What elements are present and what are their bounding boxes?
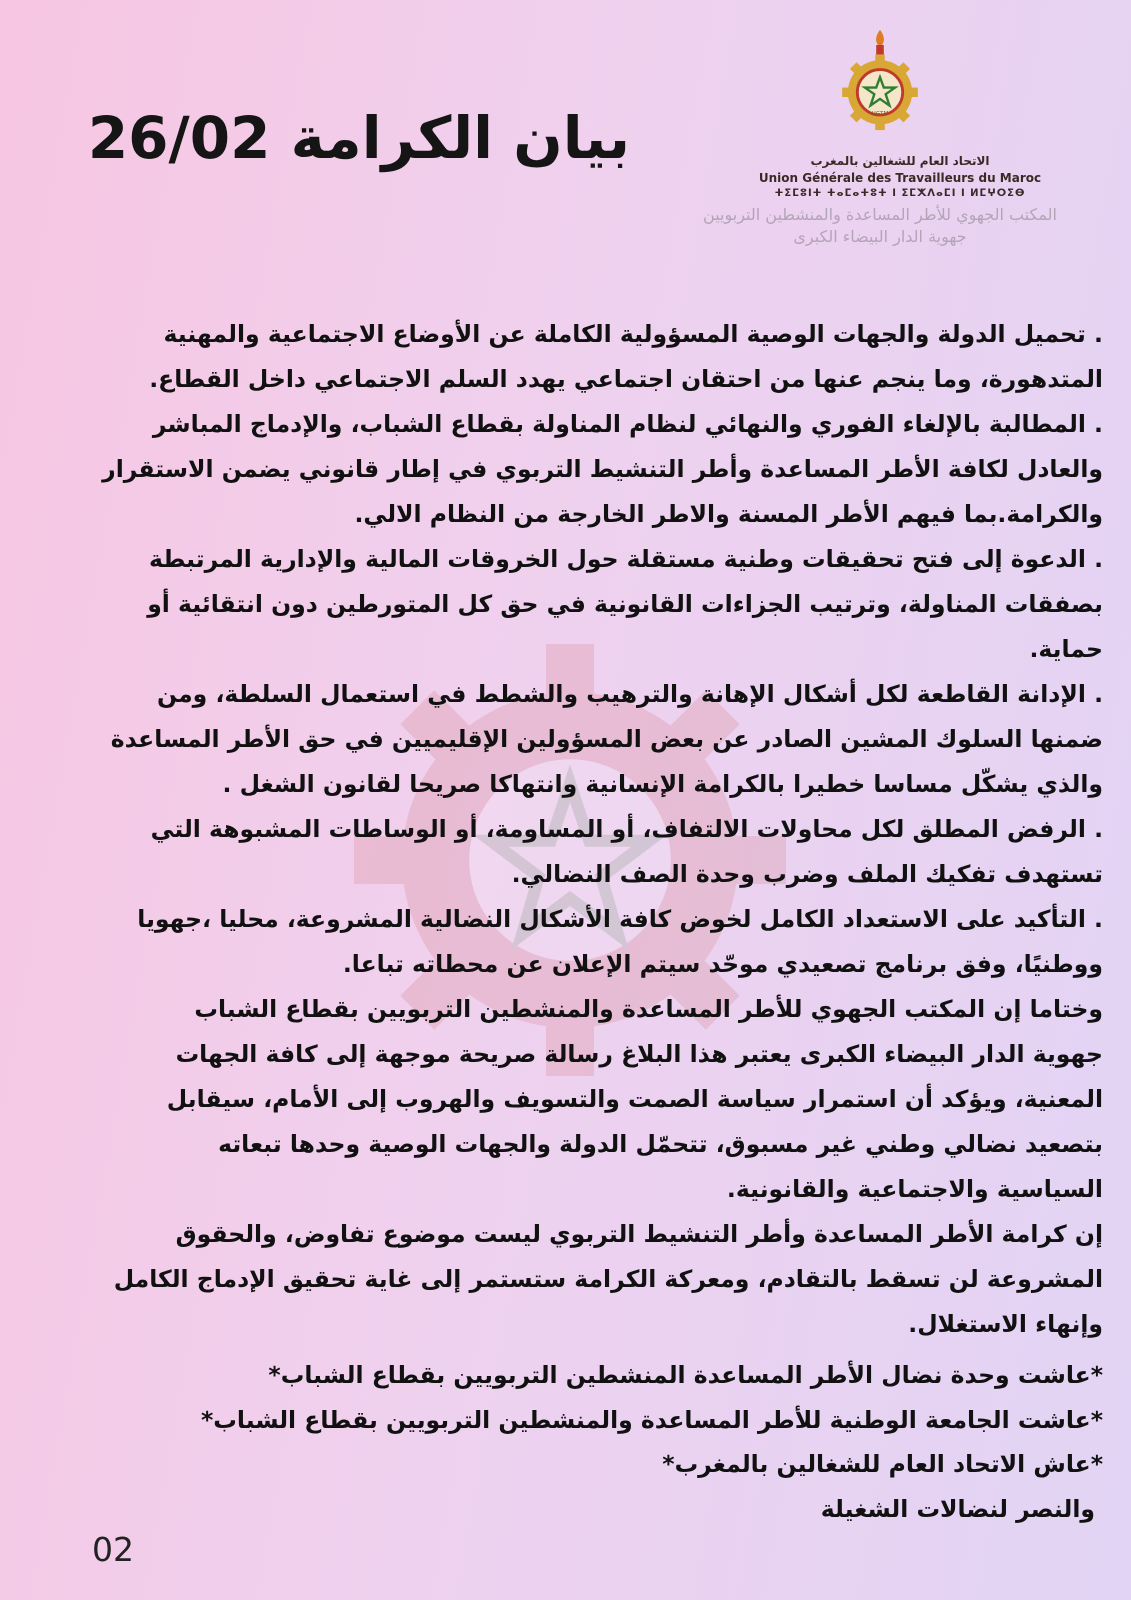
paragraph-line: المشروعة لن تسقط بالتقادم، ومعركة الكرامة ستستمر إلى غاية تحقيق الإدماج الكامل [113,1265,1103,1293]
paragraph-line: والكرامة.بما فيهم الأطر المسنة والاطر الخارجة من النظام الالي. [354,500,1103,528]
organization-name-french: Union Générale des Travailleurs du Maroc [758,171,1042,185]
statement-paragraph-5 [0,807,1103,897]
paragraph-line: ضمنها السلوك المشين الصادر عن بعض المسؤولين الإقليميين في حق الأطر المساعدة [110,725,1103,753]
statement-paragraph-3 [0,537,1103,672]
slogan-line: *عاش الاتحاد العام للشغالين بالمغرب* [662,1450,1103,1478]
statement-paragraph-1 [0,312,1103,402]
paragraph-line: المعنية، ويؤكد أن استمرار سياسة الصمت والتسويف والهروب إلى الأمام، سيقابل [166,1085,1103,1113]
paragraph-line: ووطنيًا، وفق برنامج تصعيدي موحّد سيتم الإعلان عن محطاته تباعا. [342,950,1103,978]
paragraph-line: والعادل لكافة الأطر المساعدة وأطر التنشيط التربوي في إطار قانوني يضمن الاستقرار [102,455,1103,483]
paragraph-line: . تحميل الدولة والجهات الوصية المسؤولية الكاملة عن الأوضاع الاجتماعية والمهنية [163,320,1103,348]
organization-name-arabic: الاتحاد العام للشغالين بالمغرب [810,154,990,168]
paragraph-line: إن كرامة الأطر المساعدة وأطر التنشيط التربوي ليست موضوع تفاوض، والحقوق [175,1220,1103,1248]
paragraph-line: . الرفض المطلق لكل محاولات الالتفاف، أو المساومة، أو الوساطات المشبوهة التي [150,815,1103,843]
paragraph-line: تستهدف تفكيك الملف وضرب وحدة الصف النضالي. [511,860,1103,888]
organization-name-tifinagh: ⵜⵉⵎⵓⵏⵜ ⵜⴰⵎⴰⵜⵓⵜ ⵏ ⵉⵎⵅⴷⴰⵎⵏ ⵏ ⵍⵎⵖⵔⵉⴱ [774,188,1026,199]
statement-paragraph-2 [0,402,1103,537]
closing-slogans [0,1353,1103,1531]
organization-header [660,28,1100,246]
regional-office-region: جهوية الدار البيضاء الكبرى [793,227,967,246]
statement-paragraph-4 [0,672,1103,807]
statement-paragraph-8 [0,1212,1103,1347]
paragraph-line: جهوية الدار البيضاء الكبرى يعتبر هذا البلاغ رسالة صريحة موجهة إلى كافة الجهات [175,1040,1103,1068]
paragraph-line: وإنهاء الاستغلال. [908,1310,1103,1338]
paragraph-line: . الدعوة إلى فتح تحقيقات وطنية مستقلة حول الخروقات المالية والإدارية المرتبطة [149,545,1103,573]
paragraph-line: السياسية والاجتماعية والقانونية. [726,1175,1103,1203]
paragraph-line: والذي يشكّل مساسا خطيرا بالكرامة الإنسانية وانتهاكا صريحا لقانون الشغل . [222,770,1103,798]
page-number: 02 [92,1530,134,1569]
slogan-line: والنصر لنضالات الشغيلة [820,1494,1095,1523]
paragraph-line: . التأكيد على الاستعداد الكامل لخوض كافة الأشكال النضالية المشروعة، محليا ،جهويا [137,905,1103,933]
paragraph-line: وختاما إن المكتب الجهوي للأطر المساعدة والمنشطين التربويين بقطاع الشباب [194,995,1103,1023]
paragraph-line: بتصعيد نضالي وطني غير مسبوق، تتحمّل الدولة والجهات الوصية وحدها تبعاته [218,1130,1103,1158]
statement-body [0,312,1103,1347]
paragraph-line: . المطالبة بالإلغاء الفوري والنهائي لنظام المناولة بقطاع الشباب، والإدماج المباشر [152,410,1103,438]
paragraph-line: . الإدانة القاطعة لكل أشكال الإهانة والترهيب والشطط في استعمال السلطة، ومن [156,680,1103,708]
emblem-text: UGTM [871,110,889,117]
paragraph-line: المتدهورة، وما ينجم عنها من احتقان اجتماعي يهدد السلم الاجتماعي داخل القطاع. [149,365,1103,393]
regional-office-name: المكتب الجهوي للأطر المساعدة والمنشطين التربويين [703,205,1057,224]
ugtm-emblem-icon [832,28,928,132]
page-title: بيان الكرامة 26/02 [87,104,630,172]
slogan-line: *عاشت الجامعة الوطنية للأطر المساعدة والمنشطين التربويين بقطاع الشباب* [201,1405,1103,1434]
statement-paragraph-7 [0,987,1103,1212]
paragraph-line: حماية. [1029,635,1103,663]
statement-paragraph-6 [0,897,1103,987]
paragraph-line: بصفقات المناولة، وترتيب الجزاءات القانونية في حق كل المتورطين دون انتقائية أو [147,590,1103,618]
slogan-line: *عاشت وحدة نضال الأطر المساعدة المنشطين التربويين بقطاع الشباب* [268,1361,1103,1389]
